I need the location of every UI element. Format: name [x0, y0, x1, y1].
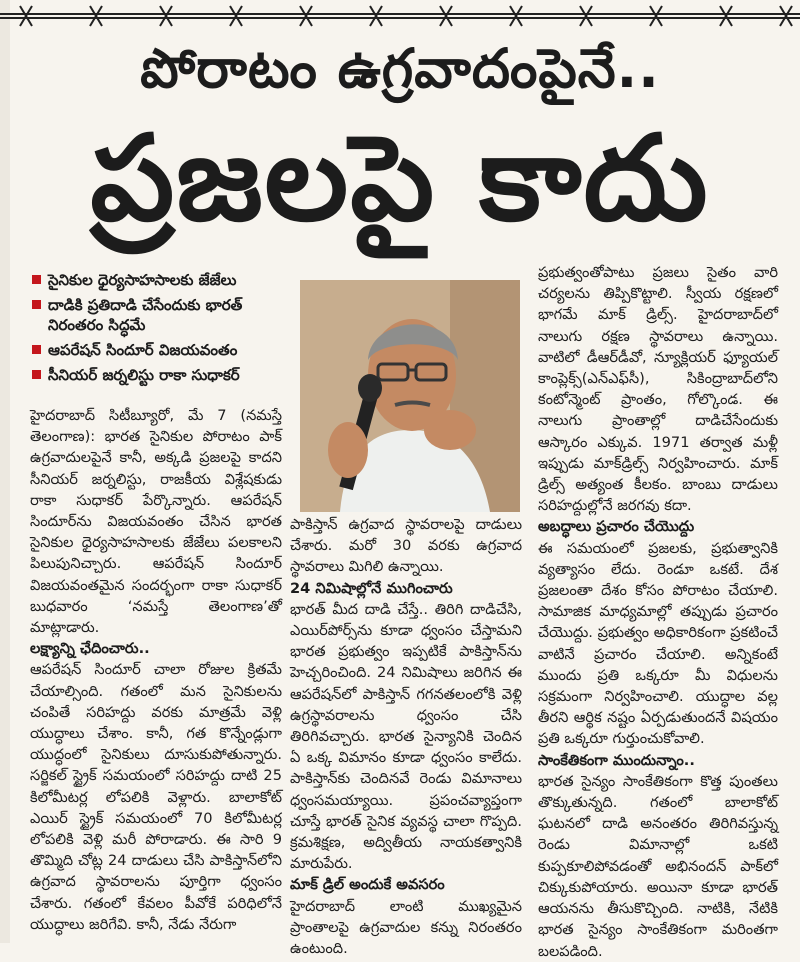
subheading: సాంకేతికంగా ముందున్నాం..: [538, 751, 695, 769]
barbed-wire-decoration: [0, 0, 800, 40]
highlight-item: ఆపరేషన్ సిందూర్ విజయవంతం: [30, 338, 292, 363]
kicker-heading: పోరాటం ఉగ్రవాదంపైనే..: [140, 37, 660, 100]
paragraph: ఈ సమయంలో ప్రజలకు, ప్రభుత్వానికి వ్యత్యాసం లేదు. రెండూ ఒకటే. దేశ ప్రజలంతా దేశం కోసం పోరాటం చేయాలి. సామాజిక మాధ్యమాల్లో తప్పుడు ప్రచారం చేయొద్దు. ప్రభుత్వం అధికారికంగా ప్రకటించే వాటినే ప్రచారం చేయాలి. అన్నికంటే ముందు ప్రతి ఒక్కరూ మీ విధులను సక్రమంగా నిర్వహించాలి. యుద్ధాల వల్ల తీరని ఆర్థిక నష్టం ఏర్పడుతుందనే విషయం ప్రతి ఒక్కరూ గుర్తుంచుకోవాలి.: [538, 539, 778, 748]
highlight-item: దాడికి ప్రతిదాడి చేసేందుకు భారత్ నిరంతరం సిద్ధమే: [30, 293, 292, 338]
red-square-icon: [32, 370, 41, 379]
article-column-1: [30, 405, 282, 935]
red-square-icon: [32, 345, 41, 354]
paragraph: ఆపరేషన్ సిందూర్ చాలా రోజుల క్రితమే చేయాల్సింది. గతంలో మన సైనికులను చంపితే సరిహద్దు వరకు మాత్రమే వెళ్లి యుద్ధాలు చేశాం. కానీ, గత కొన్నేండ్లుగా యుద్ధంలో సైనికులు దూసుకుపోతున్నారు. సర్జికల్ స్ట్రైక్ సమయంలో సరిహద్దు దాటి 25 కిలోమీటర్ల లోపలికి వెళ్లారు. బాలాకోట్ ఎయిర్ స్ట్రైక్ సమయంలో 70 కిలోమీటర్ల లోపలికి వెళ్లి మరీ పోరాడారు. ఈ సారి 9 తొమ్మిది చోట్ల 24 దాడులు చేసి పాకిస్తాన్‌లోని ఉగ్రవాద స్థావరాలను పూర్తిగా ధ్వంసం చేశారు. గతంలో కేవలం పీవోకే పరిధిలోనే యుద్ధాలు జరిగేవి. కానీ, నేడు నేరుగా: [30, 661, 282, 933]
article-column-3: [538, 262, 778, 962]
subheading: 24 నిమిషాల్లోనే ముగించారు: [290, 579, 453, 597]
highlight-item: సీనియర్ జర్నలిస్టు రాకా సుధాకర్: [30, 363, 292, 388]
article-column-2: [290, 514, 522, 959]
speaker-photo: [300, 280, 520, 512]
subheading: అబద్ధాలు ప్రచారం చేయొద్దు: [538, 518, 695, 536]
paragraph: భారత సైన్యం సాంకేతికంగా కొత్త పుంతలు తొక్కుతున్నది. గతంలో బాలాకోట్ ఘటనలో దాడి అనంతరం తిరిగివస్తున్న రెండు విమానాల్లో ఒకటి కుప్పకూలిపోవడంతో అభినందన్ పాక్‌లో చిక్కుకుపోయారు. అయినా కూడా భారత్ ఆయనను తీసుకొచ్చింది. నాటికి, నేటికి భారత సైన్యం సాంకేతికంగా మరింతగా బలపడింది.: [538, 772, 778, 960]
paragraph: హైదరాబాద్ లాంటి ముఖ్యమైన ప్రాంతాలపై ఉగ్రవాదుల కన్ను నిరంతరం ఉంటుంది.: [290, 897, 522, 958]
highlight-item: సైనికుల ధైర్యసాహసాలకు జేజేలు: [30, 268, 292, 293]
subheading: లక్ష్యాన్ని ఛేదించారు..: [30, 640, 150, 658]
paragraph: భారత్ మీద దాడి చేస్తే.. తిరిగి దాడిచేసి, ఎయిర్‌పోర్స్‌ను కూడా ధ్వంసం చేస్తామని భారత ప్రభుత్వం ఇప్పటికే పాకిస్తాన్‌ను హెచ్చరించింది. 24 నిమిషాలు జరిగిన ఈ ఆపరేషన్‌లో పాకిస్తాన్ గగనతలంలోకి వెళ్లి ఉగ్రస్థావరాలను ధ్వంసం చేసి తిరిగివచ్చారు. భారత సైన్యానికి చెందిన ఏ ఒక్క విమానం కూడా ధ్వంసం కాలేదు. పాకిస్తాన్‌కు చెందినవే రెండు విమానాలు ధ్వంసమయ్యాయి. ప్రపంచవ్యాప్తంగా చూస్తే భారత్ సైనిక వ్యవస్థ చాలా గొప్పది. క్రమశిక్షణ, అద్వితీయ నాయకత్వానికి మారుపేరు.: [290, 600, 522, 873]
highlights-list: [30, 268, 292, 388]
paragraph: పాకిస్తాన్ ఉగ్రవాద స్థావరాలపై దాడులు చేశారు. మరో 30 వరకు ఉగ్రవాద స్థావరాలు మిగిలి ఉన్నాయి.: [290, 516, 522, 576]
red-square-icon: [32, 275, 41, 284]
red-square-icon: [32, 300, 41, 309]
paragraph: హైదరాబాద్ సిటీబ్యూరో, మే 7 (నమస్తే తెలంగాణ): భారత సైనికుల పోరాటం పాక్ ఉగ్రవాదులపైనే కానీ, అక్కడి ప్రజలపై కాదని సీనియర్ జర్నలిస్టు, రాజకీయ విశ్లేషకుడు రాకా సుధాకర్ పేర్కొన్నారు. ఆపరేషన్ సిందూర్‌ను విజయవంతం చేసిన భారత సైనికుల ధైర్యసాహసాలకు జేజేలు పలకాలని పిలుపునిచ్చారు. ఆపరేషన్ సిందూర్ విజయవంతమైన సందర్భంగా రాకా సుధాకర్ బుధవారం ‘నమస్తే తెలంగాణ’తో మాట్లాడారు.: [30, 407, 282, 637]
main-headline: ప్రజలపై కాదు: [90, 109, 710, 247]
paragraph: ప్రభుత్వంతోపాటు ప్రజలు సైతం వారి చర్యలను తిప్పికొట్టాలి. స్వీయ రక్షణలో భాగమే మాక్ డ్రిల్స్. హైదరాబాద్‌లో నాలుగు రక్షణ స్థావరాలు ఉన్నాయి. వాటిలో డీఆర్‌డీవో, న్యూక్లియర్ ఫ్యూయల్ కాంప్లెక్స్(ఎన్‌ఎఫ్‌సీ), సికింద్రాబాద్‌లోని కంటోన్మెంట్ ప్రాంతం, గోల్కొండ. ఈ నాలుగు ప్రాంతాల్లో దాడిచేసేందుకు ఆస్కారం ఎక్కువ. 1971 తర్వాత మళ్లీ ఇప్పుడు మాక్‌డ్రిల్స్ నిర్వహించారు. మాక్ డ్రిల్స్ అత్యంత కీలకం. బాంబు దాడులు సరిహద్దుల్లోనే జరగవు కదా.: [538, 264, 778, 515]
subheading: మాక్ డ్రిల్ అందుకే అవసరం: [290, 876, 445, 894]
